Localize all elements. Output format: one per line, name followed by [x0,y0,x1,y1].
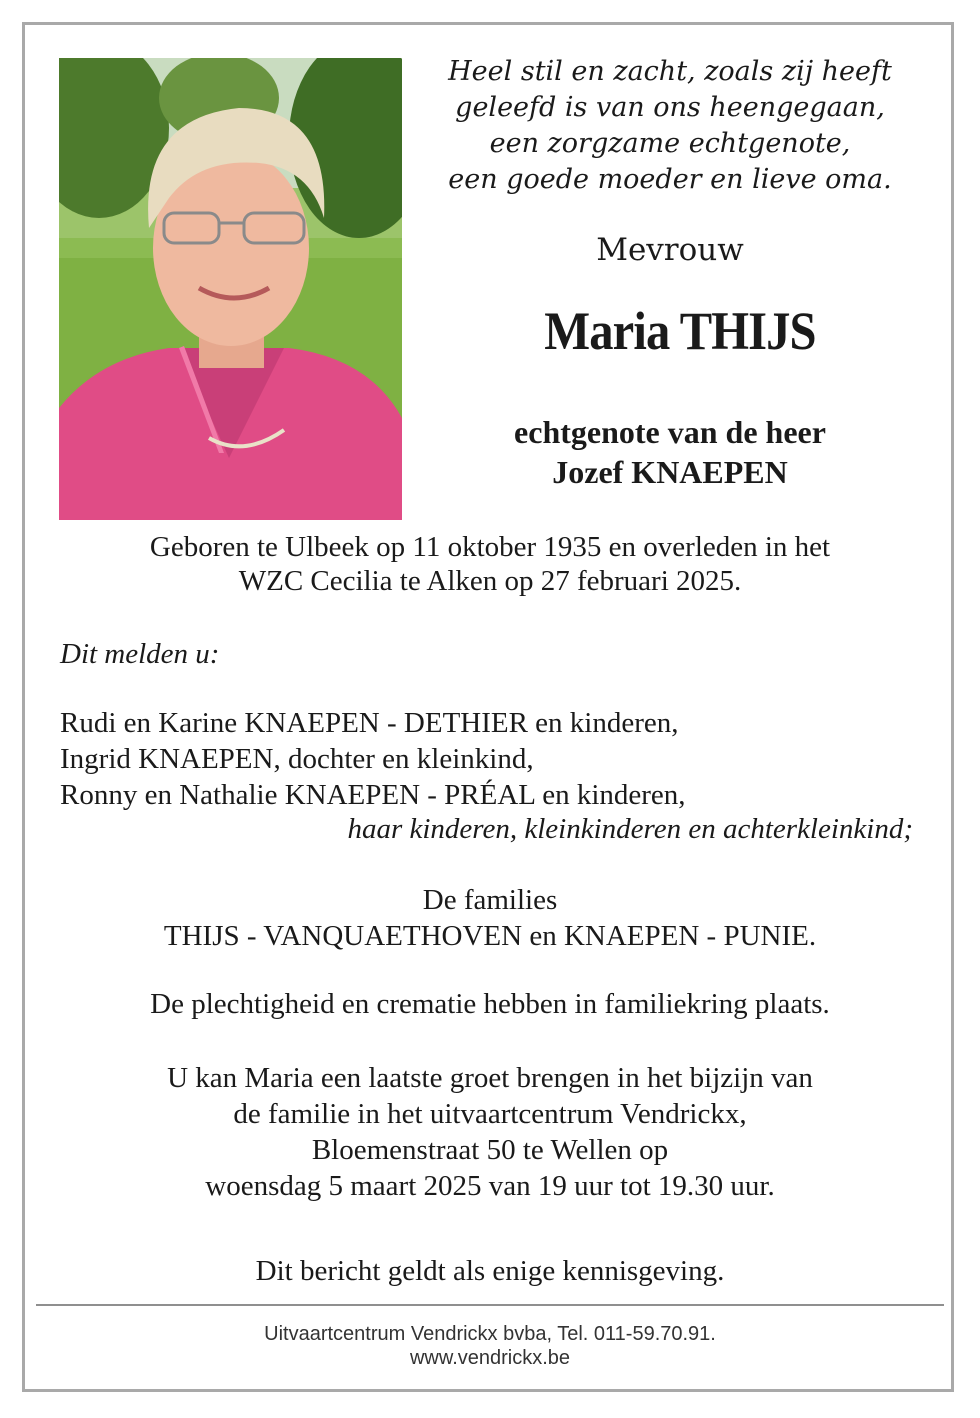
ceremony-info: De plechtigheid en crematie hebben in familiekring plaats. [150,988,830,1020]
families-line: THIJS - VANQUAETHOVEN en KNAEPEN - PUNIE. [163,920,817,952]
funeral-home-website[interactable]: www.vendrickx.be [409,1347,571,1369]
portrait-photo [59,58,402,520]
visit-line: woensdag 5 maart 2025 van 19 uur tot 19.30 uur. [205,1170,775,1202]
verse-line: geleefd is van ons heengegaan, [455,92,885,123]
verse-line: een goede moeder en lieve oma. [448,164,892,195]
honorific: Mevrouw [596,232,744,268]
announcers-heading: Dit melden u: [60,638,220,670]
verse-line: Heel stil en zacht, zoals zij heeft [448,56,892,87]
notice-text: Dit bericht geldt als enige kennisgeving. [255,1255,725,1287]
visitation-info [40,1060,940,1204]
family-description: haar kinderen, kleinkinderen en achterkleinkind; [347,813,913,845]
spouse-line: echtgenote van de heer [514,414,826,450]
family-member: Rudi en Karine KNAEPEN - DETHIER en kinderen, [60,707,679,739]
born-line: Geboren te Ulbeek op 11 oktober 1935 en overleden in het [149,531,831,563]
families-block [40,882,940,954]
footer [40,1322,940,1370]
visit-line: Bloemenstraat 50 te Wellen op [311,1134,669,1166]
verse-line: een zorgzame echtgenote, [489,128,851,159]
visit-line: de familie in het uitvaartcentrum Vendrickx, [233,1098,747,1130]
funeral-home-contact: Uitvaartcentrum Vendrickx bvba, Tel. 011-59.70.91. [264,1323,716,1345]
families-line: De families [422,884,558,916]
footer-divider [36,1304,944,1306]
spouse-info [420,412,920,492]
family-member: Ronny en Nathalie KNAEPEN - PRÉAL en kinderen, [60,779,686,811]
spouse-line: Jozef KNAEPEN [552,454,788,490]
family-list [60,705,940,847]
memorial-verse [430,54,910,198]
visit-line: U kan Maria een laatste groet brengen in het bijzijn van [167,1062,813,1094]
deceased-name: Maria THIJS [544,301,816,361]
family-member: Ingrid KNAEPEN, dochter en kleinkind, [60,743,534,775]
birth-death-info [40,530,940,598]
born-line: WZC Cecilia te Alken op 27 februari 2025. [238,565,742,597]
